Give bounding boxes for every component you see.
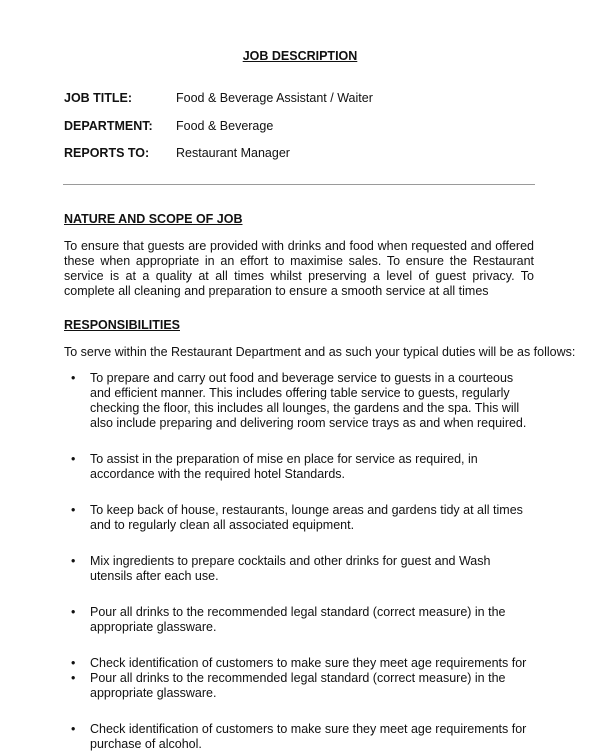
list-item <box>64 452 536 482</box>
meta-label: JOB TITLE: <box>64 91 133 105</box>
nature-heading: NATURE AND SCOPE OF JOB <box>64 212 243 226</box>
bullet-icon: • <box>71 605 76 619</box>
bullet-icon: • <box>71 722 76 736</box>
list-item <box>64 656 536 671</box>
bullet-icon: • <box>71 671 76 685</box>
document-title: JOB DESCRIPTION <box>242 49 358 63</box>
meta-value: Food & Beverage Assistant / Waiter <box>176 91 373 105</box>
bullet-icon: • <box>71 452 76 466</box>
meta-row-department <box>64 119 273 133</box>
bullet-icon: • <box>71 371 76 385</box>
bullet-icon: • <box>71 503 76 517</box>
divider <box>63 184 535 185</box>
duty-text: Check identification of customers to make sure they meet age requirements for <box>90 656 527 670</box>
list-item <box>64 671 536 701</box>
duty-text: Mix ingredients to prepare cocktails and other drinks for guest and Wash utensils after each use. <box>90 554 491 583</box>
list-item <box>64 605 536 635</box>
list-item <box>64 503 536 533</box>
meta-value: Restaurant Manager <box>176 146 290 160</box>
duty-text: Pour all drinks to the recommended legal standard (correct measure) in the appropriate glassware. <box>90 605 506 634</box>
meta-label: DEPARTMENT: <box>64 119 153 133</box>
meta-label: REPORTS TO: <box>64 146 150 160</box>
duty-text: Pour all drinks to the recommended legal standard (correct measure) in the appropriate glassware. <box>90 671 506 700</box>
bullet-icon: • <box>71 554 76 568</box>
responsibilities-intro: To serve within the Restaurant Department and as such your typical duties will be as follows: <box>64 345 576 359</box>
nature-text: To ensure that guests are provided with drinks and food when requested and offered these when appropriate in an effort to maximise sales. To ensure the Restaurant service is at a quality at all times whilst preserving a level of guest privacy. To complete all cleaning and preparation to ensure a smooth service at all times <box>64 239 534 298</box>
meta-row-job-title <box>64 91 373 105</box>
bullet-icon: • <box>71 656 76 670</box>
list-item <box>64 554 536 584</box>
duties-list <box>64 371 536 752</box>
list-item <box>64 371 536 431</box>
meta-value: Food & Beverage <box>176 119 274 133</box>
meta-row-reports-to <box>64 146 290 160</box>
duty-text: To prepare and carry out food and beverage service to guests in a courteous and efficient manner. This includes offering table service to guests, regularly checking the floor, this includes all lounges, the gardens and the spa. This will also include preparing and delivering room service trays as and when required. <box>90 371 527 430</box>
responsibilities-heading: RESPONSIBILITIES <box>64 318 180 332</box>
duty-text: To keep back of house, restaurants, lounge areas and gardens tidy at all times and to regularly clean all associated equipment. <box>90 503 523 532</box>
duty-text: To assist in the preparation of mise en place for service as required, in accordance with the required hotel Standards. <box>90 452 478 481</box>
duty-text: Check identification of customers to make sure they meet age requirements for purchase of alcohol. <box>90 722 527 751</box>
list-item <box>64 722 536 752</box>
